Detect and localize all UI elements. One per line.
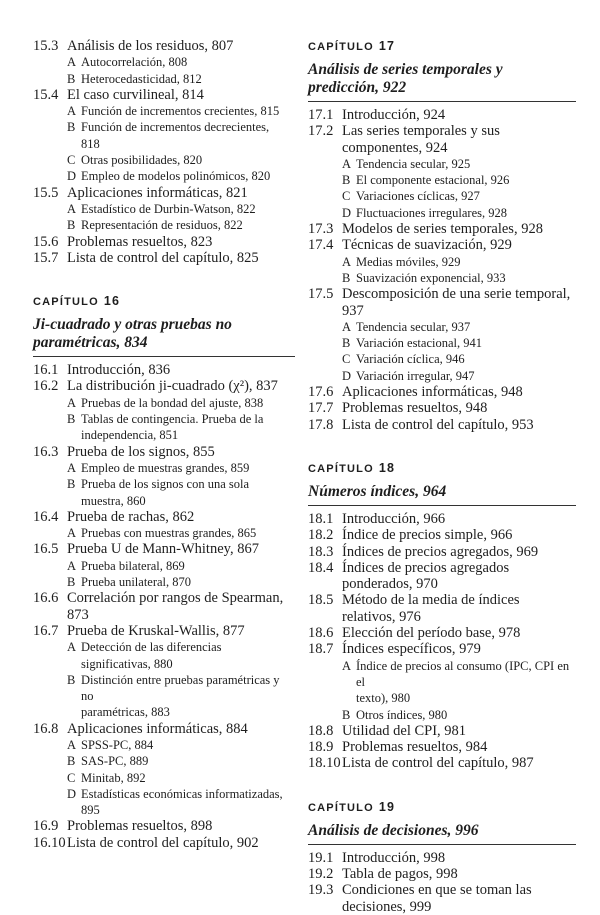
subsection-title: Prueba unilateral, 870 (81, 575, 192, 590)
section-number: 15.3 (33, 38, 59, 54)
subsection-title: Variación cíclica, 946 (356, 352, 465, 367)
subsection-letter: B (67, 412, 76, 427)
section-title: Correlación por rangos de Spearman, 873 (67, 590, 284, 623)
subsection-letter: B (342, 270, 351, 285)
toc-subentry[interactable] (67, 558, 295, 574)
toc-entry[interactable] (308, 723, 576, 739)
toc-subentry[interactable] (342, 270, 576, 286)
section-title: Índices específicos, 979 (342, 641, 481, 658)
toc-entry[interactable] (33, 362, 295, 378)
subsection-letter: A (67, 104, 77, 119)
toc-subentry[interactable] (67, 54, 295, 70)
section-title: Problemas resueltos, 948 (342, 400, 488, 417)
chapter-number: 16 (103, 294, 121, 309)
section-title: Tabla de pagos, 998 (342, 865, 458, 882)
section-number: 18.4 (308, 559, 334, 576)
section-title: Índices de precios agregados ponderados, 970 (342, 559, 510, 593)
section-title: Elección del período base, 978 (342, 625, 521, 642)
toc-subentry[interactable] (67, 71, 295, 87)
section-title: Problemas resueltos, 898 (67, 818, 213, 835)
subsection-title: Prueba de los signos con una sola muestra, 860 (81, 477, 250, 508)
section-number: 19.1 (308, 849, 334, 866)
chapter-title[interactable]: Análisis de decisiones, 996 (308, 822, 576, 845)
section-title: Lista de control del capítulo, 902 (67, 834, 259, 851)
toc-subentry[interactable] (67, 672, 295, 721)
subsection-letter: A (342, 658, 352, 673)
toc-subentry[interactable] (67, 395, 295, 411)
section-title: Prueba U de Mann-Whitney, 867 (67, 541, 259, 558)
section-title: Condiciones en que se toman las decisiones, 999 (342, 882, 532, 915)
section-number: 16.6 (33, 590, 59, 607)
section-number: 18.2 (308, 527, 334, 544)
toc-subentry[interactable] (67, 201, 295, 217)
subsection-letter: A (67, 55, 77, 70)
toc-subentry[interactable] (67, 217, 295, 233)
section-number: 18.10 (308, 755, 341, 772)
toc-subentry[interactable] (67, 770, 295, 786)
toc-entry[interactable] (308, 221, 576, 237)
chapter-label-text: CAPÍTULO (308, 462, 374, 475)
toc-subentry[interactable] (342, 658, 576, 707)
toc-entry[interactable] (308, 286, 576, 319)
section-number: 17.6 (308, 384, 334, 401)
subsection-letter: C (67, 153, 76, 168)
toc-subentry[interactable] (342, 368, 576, 384)
toc-entry[interactable] (308, 527, 576, 543)
toc-entry[interactable] (308, 739, 576, 755)
toc-entry[interactable] (308, 544, 576, 560)
section-number: 18.8 (308, 722, 334, 739)
subsection-title: Pruebas de la bondad del ajuste, 838 (81, 395, 264, 410)
toc-subentry[interactable] (342, 351, 576, 367)
section-number: 18.3 (308, 543, 334, 560)
subsection-letter: B (342, 707, 351, 722)
section-number: 17.3 (308, 221, 334, 238)
chapter-section (33, 293, 295, 851)
section-title: Técnicas de suavización, 929 (342, 237, 512, 254)
section-title: Análisis de los residuos, 807 (67, 38, 234, 54)
toc-subentry[interactable] (67, 119, 295, 152)
section-title: Introducción, 836 (67, 362, 171, 379)
toc-subentry[interactable] (342, 319, 576, 335)
section-title: Lista de control del capítulo, 825 (67, 249, 259, 266)
toc-entry[interactable] (308, 866, 576, 882)
toc-subentry[interactable] (342, 707, 576, 723)
toc-entry[interactable] (308, 107, 576, 123)
subsection-title: Autocorrelación, 808 (81, 55, 188, 70)
section-number: 17.1 (308, 107, 334, 123)
toc-entry[interactable] (33, 185, 295, 201)
section-title: Prueba de los signos, 855 (67, 443, 215, 460)
subsection-letter: B (67, 71, 76, 86)
subsection-letter: B (67, 575, 76, 590)
section-title: Prueba de rachas, 862 (67, 508, 195, 525)
section-title: Descomposición de una serie temporal, 937 (342, 286, 571, 319)
subsection-title: Estadístico de Durbin-Watson, 822 (81, 201, 256, 216)
chapter-section (308, 460, 576, 772)
toc-left-column (33, 38, 295, 851)
section-title: El caso curvilineal, 814 (67, 86, 204, 103)
section-title: Índices de precios agregados, 969 (342, 543, 539, 560)
toc-subentry[interactable] (67, 460, 295, 476)
subsection-letter: C (67, 770, 76, 785)
section-number: 17.8 (308, 416, 334, 433)
toc-right-column (308, 38, 576, 915)
section-title: Prueba de Kruskal-Wallis, 877 (67, 622, 245, 639)
toc-entry[interactable] (33, 541, 295, 557)
toc-entry[interactable] (308, 755, 576, 771)
toc-entry[interactable] (308, 641, 576, 657)
section-number: 15.4 (33, 86, 59, 103)
section-number: 18.7 (308, 641, 334, 658)
toc-entry[interactable] (33, 590, 295, 623)
section-title: La distribución ji-cuadrado (χ²), 837 (67, 378, 278, 395)
subsection-letter: A (67, 201, 77, 216)
subsection-title: Otros índices, 980 (356, 707, 448, 722)
toc-entry[interactable] (308, 560, 576, 593)
section-number: 18.6 (308, 625, 334, 642)
chapter-label-text: CAPÍTULO (308, 801, 374, 814)
toc-subentry[interactable] (67, 476, 295, 509)
section-title: Las series temporales y sus componentes, 924 (342, 123, 500, 156)
subsection-letter: C (342, 189, 351, 204)
toc-subentry[interactable] (67, 525, 295, 541)
subsection-title: Minitab, 892 (81, 770, 146, 785)
chapter-title[interactable]: Análisis de series temporales y predicción, 922 (308, 61, 576, 102)
subsection-letter: D (342, 368, 352, 383)
subsection-title: Otras posibilidades, 820 (81, 153, 203, 168)
section-number: 16.4 (33, 508, 59, 525)
section-number: 15.7 (33, 249, 59, 266)
toc-entry[interactable] (33, 38, 295, 54)
section-title: Utilidad del CPI, 981 (342, 722, 467, 739)
subsection-title: Suavización exponencial, 933 (356, 270, 506, 285)
subsection-letter: A (67, 526, 77, 541)
chapter-section (33, 38, 295, 266)
section-title: Introducción, 924 (342, 107, 446, 123)
subsection-letter: A (342, 319, 352, 334)
chapter-number: 17 (378, 39, 396, 53)
subsection-title: Empleo de modelos polinómicos, 820 (81, 169, 271, 184)
chapter-label-text: CAPÍTULO (308, 41, 374, 53)
section-number: 15.6 (33, 233, 59, 250)
toc-entry[interactable] (308, 237, 576, 253)
subsection-letter: A (67, 558, 77, 573)
subsection-title: Variación estacional, 941 (356, 336, 482, 351)
subsection-title: Prueba bilateral, 869 (81, 558, 185, 573)
subsection-title: Tendencia secular, 937 (356, 319, 471, 334)
subsection-letter: B (67, 120, 76, 135)
toc-subentry[interactable] (67, 411, 295, 444)
toc-entry[interactable] (33, 509, 295, 525)
section-number: 17.4 (308, 237, 334, 254)
section-number: 16.5 (33, 541, 59, 558)
toc-subentry[interactable] (342, 172, 576, 188)
subsection-letter: D (67, 786, 77, 801)
toc-entry[interactable] (33, 378, 295, 394)
toc-entry[interactable] (308, 123, 576, 156)
chapter-section (308, 799, 576, 915)
toc-subentry[interactable] (67, 103, 295, 119)
section-number: 17.5 (308, 286, 334, 303)
section-title: Método de la media de índices relativos, 976 (342, 592, 520, 625)
toc-subentry[interactable] (67, 152, 295, 168)
subsection-title: Estadísticas económicas informatizadas, 895 (81, 786, 283, 818)
subsection-letter: B (342, 173, 351, 188)
subsection-title: Heterocedasticidad, 812 (81, 71, 202, 86)
section-number: 17.2 (308, 123, 334, 140)
subsection-title: Representación de residuos, 822 (81, 218, 243, 233)
section-number: 18.5 (308, 592, 334, 609)
toc-entry[interactable] (308, 625, 576, 641)
section-title: Introducción, 966 (342, 510, 446, 527)
toc-entry[interactable] (33, 87, 295, 103)
section-title: Problemas resueltos, 984 (342, 739, 488, 756)
chapter-title[interactable]: Ji-cuadrado y otras pruebas no paramétricas, 834 (33, 316, 295, 357)
toc-subentry[interactable] (67, 753, 295, 769)
subsection-title: Índice de precios al consumo (IPC, CPI en el texto), 980 (356, 658, 570, 706)
subsection-title: Fluctuaciones irregulares, 928 (356, 205, 507, 220)
subsection-letter: A (342, 254, 352, 269)
subsection-title: SAS-PC, 889 (81, 754, 149, 769)
toc-entry[interactable] (33, 623, 295, 639)
section-title: Aplicaciones informáticas, 821 (67, 184, 248, 201)
toc-entry[interactable] (308, 592, 576, 625)
subsection-letter: D (67, 169, 77, 184)
subsection-letter: A (67, 737, 77, 752)
section-number: 16.8 (33, 720, 59, 737)
section-title: Aplicaciones informáticas, 948 (342, 384, 523, 401)
subsection-title: Detección de las diferencias significativas, 880 (81, 640, 222, 671)
toc-entry[interactable] (33, 250, 295, 266)
section-title: Índice de precios simple, 966 (342, 527, 513, 544)
toc-subentry[interactable] (67, 168, 295, 184)
subsection-letter: C (342, 352, 351, 367)
subsection-letter: A (67, 640, 77, 655)
toc-subentry[interactable] (342, 335, 576, 351)
toc-entry[interactable] (308, 417, 576, 433)
toc-subentry[interactable] (342, 156, 576, 172)
chapter-label-text: CAPÍTULO (33, 296, 99, 309)
toc-subentry[interactable] (342, 205, 576, 221)
toc-entry[interactable] (308, 882, 576, 915)
subsection-letter: B (342, 336, 351, 351)
subsection-title: Función de incrementos crecientes, 815 (81, 104, 280, 119)
section-number: 19.3 (308, 882, 334, 899)
section-number: 16.3 (33, 443, 59, 460)
subsection-title: El componente estacional, 926 (356, 173, 510, 188)
section-title: Problemas resueltos, 823 (67, 233, 213, 250)
toc-entry[interactable] (308, 850, 576, 866)
subsection-letter: B (67, 218, 76, 233)
section-title: Modelos de series temporales, 928 (342, 221, 543, 238)
toc-entry[interactable] (33, 234, 295, 250)
toc-entry[interactable] (308, 400, 576, 416)
subsection-title: Pruebas con muestras grandes, 865 (81, 526, 257, 541)
toc-subentry[interactable] (342, 188, 576, 204)
chapter-label (308, 799, 576, 816)
subsection-letter: B (67, 672, 76, 687)
subsection-title: Variaciones cíclicas, 927 (356, 189, 480, 204)
section-title: Lista de control del capítulo, 953 (342, 416, 534, 433)
toc-entry[interactable] (308, 384, 576, 400)
subsection-letter: B (67, 477, 76, 492)
section-number: 16.2 (33, 378, 59, 395)
subsection-title: SPSS-PC, 884 (81, 737, 154, 752)
section-number: 16.10 (33, 834, 66, 851)
section-number: 18.1 (308, 510, 334, 527)
chapter-title[interactable]: Números índices, 964 (308, 483, 576, 506)
section-title: Lista de control del capítulo, 987 (342, 755, 534, 772)
subsection-letter: A (67, 395, 77, 410)
section-number: 15.5 (33, 184, 59, 201)
chapter-number: 19 (378, 799, 396, 814)
section-title: Introducción, 998 (342, 849, 446, 866)
section-number: 16.7 (33, 622, 59, 639)
subsection-title: Distinción entre pruebas paramétricas y no paramétricas, 883 (81, 672, 280, 720)
section-number: 17.7 (308, 400, 334, 417)
chapter-label (308, 460, 576, 477)
subsection-letter: A (342, 156, 352, 171)
toc-entry[interactable] (33, 444, 295, 460)
subsection-title: Medias móviles, 929 (356, 254, 461, 269)
chapter-number: 18 (378, 460, 396, 475)
subsection-title: Función de incrementos decrecientes, 818 (81, 120, 270, 151)
subsection-title: Variación irregular, 947 (356, 368, 475, 383)
section-number: 19.2 (308, 865, 334, 882)
toc-subentry[interactable] (67, 786, 295, 819)
subsection-title: Tablas de contingencia. Prueba de la independencia, 851 (81, 412, 264, 443)
toc-entry[interactable] (33, 818, 295, 834)
subsection-title: Tendencia secular, 925 (356, 156, 471, 171)
chapter-label (33, 293, 295, 310)
toc-subentry[interactable] (67, 574, 295, 590)
toc-subentry[interactable] (342, 254, 576, 270)
chapter-label (308, 38, 576, 55)
toc-entry[interactable] (308, 511, 576, 527)
section-number: 16.9 (33, 818, 59, 835)
chapter-section (308, 38, 576, 433)
section-number: 16.1 (33, 362, 59, 379)
toc-subentry[interactable] (67, 639, 295, 672)
subsection-letter: D (342, 205, 352, 220)
toc-entry[interactable] (33, 721, 295, 737)
subsection-letter: B (67, 754, 76, 769)
toc-subentry[interactable] (67, 737, 295, 753)
subsection-letter: A (67, 460, 77, 475)
subsection-title: Empleo de muestras grandes, 859 (81, 460, 250, 475)
section-number: 18.9 (308, 739, 334, 756)
section-title: Aplicaciones informáticas, 884 (67, 720, 248, 737)
